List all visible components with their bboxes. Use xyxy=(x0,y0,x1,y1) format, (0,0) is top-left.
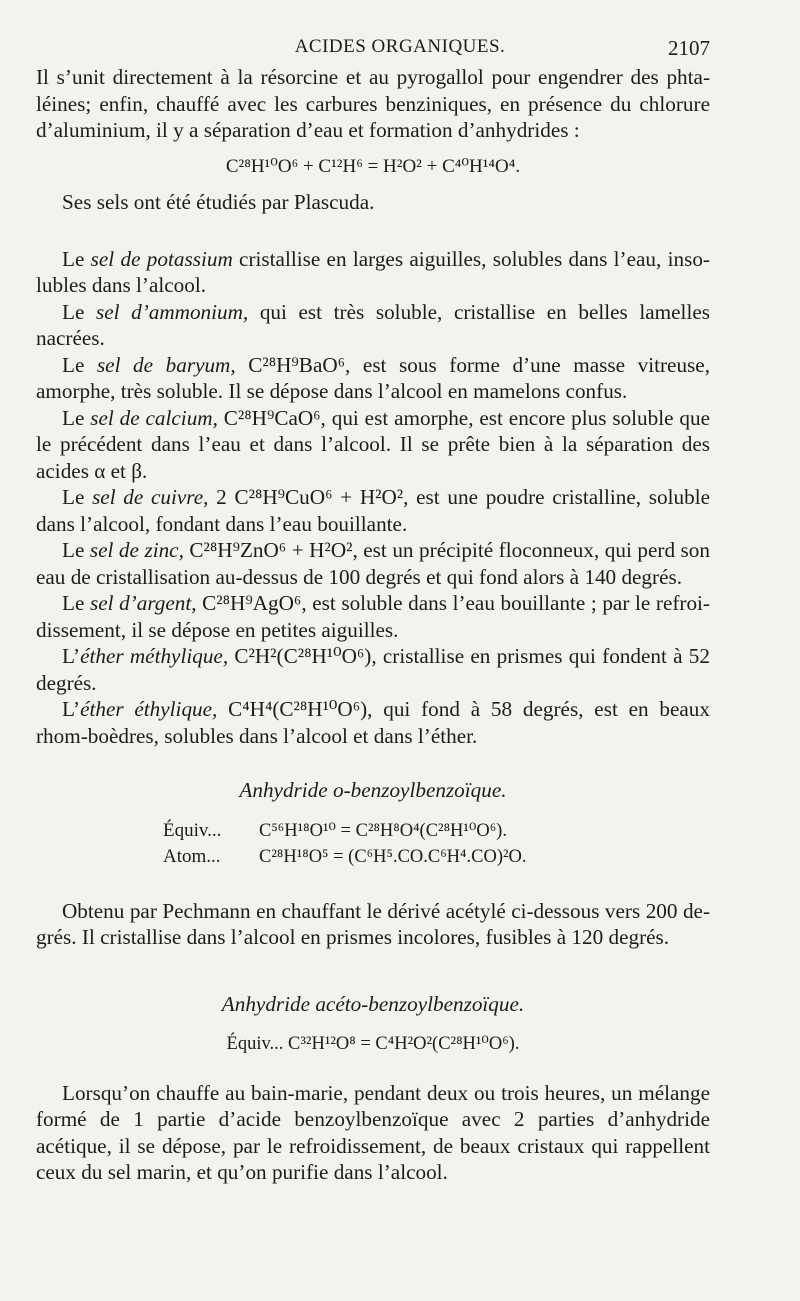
page-number: 2107 xyxy=(668,36,710,60)
formula-block-aceto-benzoylbenzoique xyxy=(36,1031,710,1058)
paragraph-pechmann: Obtenu par Pechmann en chauffant le dérivé acétylé ci-dessous vers 200 de-grés. Il cristallise dans l’alcool en prismes incolores, fusibles à 120 degrés. xyxy=(36,898,710,949)
section-heading-o-benzoylbenzoique: Anhydride o-benzoylbenzoïque. xyxy=(239,778,507,802)
salt-ammonium: Le sel d’ammonium, qui est très soluble, cristallise en belles lamelles nacrées. xyxy=(36,299,710,350)
section-heading-aceto-benzoylbenzoique: Anhydride acéto-benzoylbenzoïque. xyxy=(221,991,525,1016)
running-title: ACIDES ORGANIQUES. xyxy=(294,36,506,57)
paragraph-plascuda: Ses sels ont été étudiés par Plascuda. xyxy=(62,190,375,214)
paragraph-intro: Il s’unit directement à la résorcine et au pyrogallol pour engendrer des phta-léines; enfin, chauffé avec les carbures benziniques, en présence du chlorure d’aluminium, il y a séparation d’eau et formation d’anhydrides : xyxy=(36,65,710,142)
salt-baryum: Le sel de baryum, C²⁸H⁹BaO⁶, est sous forme d’une masse vitreuse, amorphe, très soluble. Il se dépose dans l’alcool en mamelons confus. xyxy=(36,352,710,403)
body-text xyxy=(36,64,710,1186)
atom-formula: C²⁸H¹⁸O⁵ = (C⁶H⁵.CO.C⁶H⁴.CO)²O. xyxy=(259,846,527,867)
salt-argent: Le sel d’argent, C²⁸H⁹AgO⁶, est soluble dans l’eau bouillante ; par le refroi-dissement, il se dépose en petites aiguilles. xyxy=(36,591,710,642)
salt-cuivre: Le sel de cuivre, 2 C²⁸H⁹CuO⁶ + H²O², est une poudre cristalline, soluble dans l’alcool, fondant dans l’eau bouillante. xyxy=(36,485,710,536)
formula-block-o-benzoylbenzoique xyxy=(163,818,583,870)
paragraph-bain-marie: Lorsqu’on chauffe au bain-marie, pendant deux ou trois heures, un mélange formé de 1 partie d’acide benzoylbenzoïque avec 2 parties d’anhydride acétique, il se dépose, par le refroidissement, de beaux cristaux qui rappellent ceux du sel marin, et qu’on purifie dans l’alcool. xyxy=(36,1080,710,1184)
equiv-formula: C⁵⁶H¹⁸O¹⁰ = C²⁸H⁸O⁴(C²⁸H¹⁰O⁶). xyxy=(259,820,507,841)
reaction-formula: C²⁸H¹⁰O⁶ + C¹²H⁶ = H²O² + C⁴⁰H¹⁴O⁴. xyxy=(225,155,521,177)
page-header xyxy=(0,36,800,62)
equiv-label: Équiv... xyxy=(226,1034,284,1054)
equiv-row xyxy=(163,818,583,844)
salt-zinc: Le sel de zinc, C²⁸H⁹ZnO⁶ + H²O², est un précipité floconneux, qui perd son eau de cristallisation au-dessus de 100 degrés et qui fond alors à 140 degrés. xyxy=(36,538,710,589)
salt-potassium: Le sel de potassium cristallise en larges aiguilles, solubles dans l’eau, inso-lubles dans l’alcool. xyxy=(36,246,710,297)
atom-label: Atom... xyxy=(163,845,221,867)
equiv-formula: C³²H¹²O⁸ = C⁴H²O²(C²⁸H¹⁰O⁶). xyxy=(288,1034,520,1054)
ether-ethylique: L’éther éthylique, C⁴H⁴(C²⁸H¹⁰O⁶), qui fond à 58 degrés, est en beaux rhom-boèdres, solubles dans l’alcool et dans l’éther. xyxy=(36,697,710,748)
atom-row xyxy=(163,844,583,870)
ether-methylique: L’éther méthylique, C²H²(C²⁸H¹⁰O⁶), cristallise en prismes qui fondent à 52 degrés. xyxy=(36,644,710,695)
salt-calcium: Le sel de calcium, C²⁸H⁹CaO⁶, qui est amorphe, est encore plus soluble que le précédent dans l’eau et dans l’alcool. Il se prête bien à la séparation des acides α et β. xyxy=(36,405,710,483)
equiv-label: Équiv... xyxy=(163,819,222,841)
spacer xyxy=(36,979,710,991)
